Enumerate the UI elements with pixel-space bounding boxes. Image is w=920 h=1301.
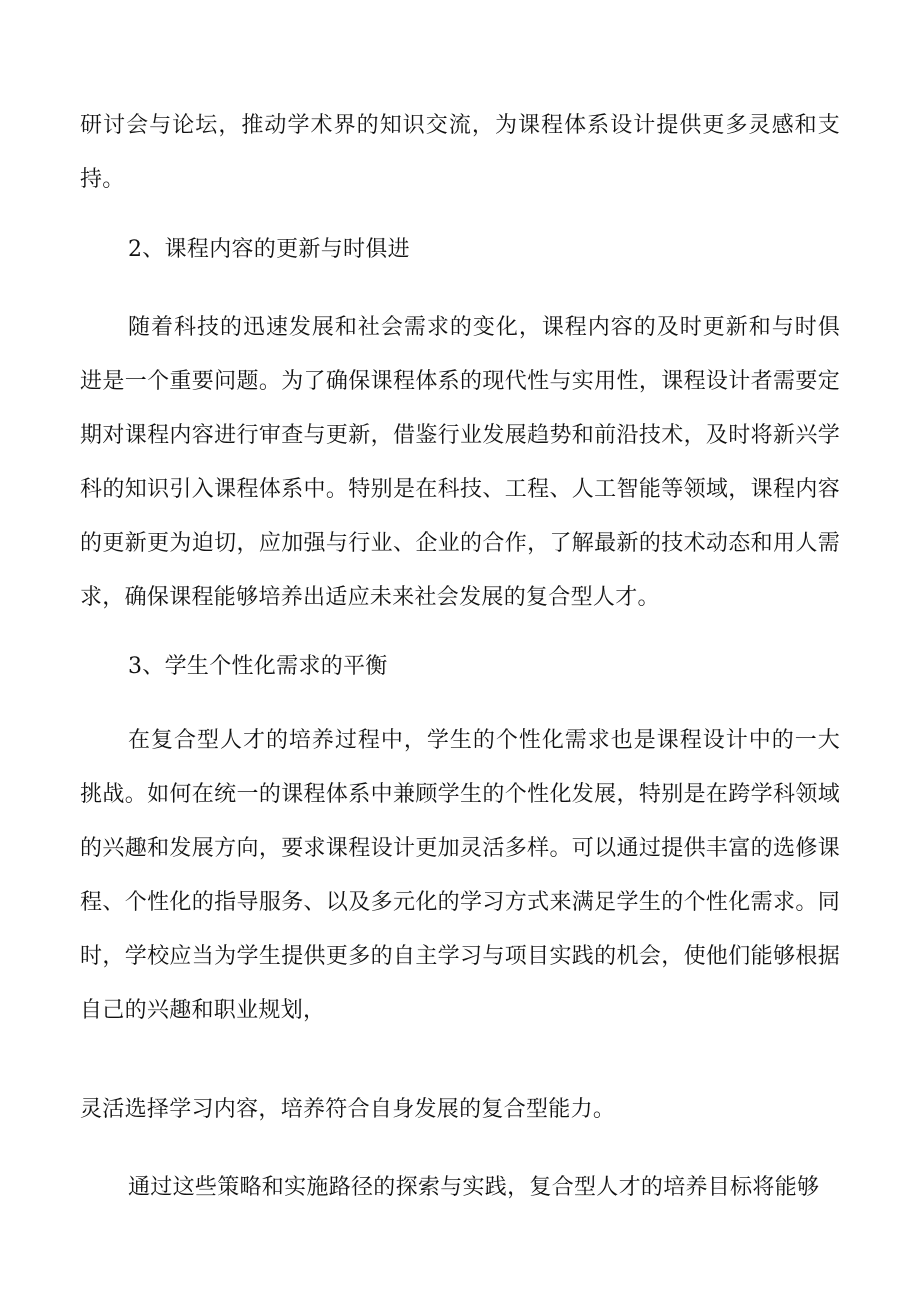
section-heading-3: 3、学生个性化需求的平衡 xyxy=(128,654,388,679)
paragraph-conclusion: 通过这些策略和实施路径的探索与实践，复合型人才的培养目标将能够 xyxy=(128,1175,820,1200)
section-heading-2: 2、课程内容的更新与时俱进 xyxy=(128,237,410,262)
paragraph-personalization-continued: 灵活选择学习内容，培养符合自身发展的复合型能力。 xyxy=(80,1097,616,1122)
paragraph-content-update: 随着科技的迅速发展和社会需求的变化，课程内容的及时更新和与时俱进是一个重要问题。为了确保课程体系的现代性与实用性，课程设计者需要定期对课程内容进行审查与更新，借鉴行业发展趋势和前沿技术，及时将新兴学科的知识引入课程体系中。特别是在科技、工程、人工智能等领域，课程内容的更新更为迫切，应加强与行业、企业的合作，了解最新的技术动态和用人需求，确保课程能够培养出适应未来社会发展的复合型人才。 xyxy=(80,315,840,610)
paragraph-personalization: 在复合型人才的培养过程中，学生的个性化需求也是课程设计中的一大挑战。如何在统一的课程体系中兼顾学生的个性化发展，特别是在跨学科领域的兴趣和发展方向，要求课程设计更加灵活多样。可以通过提供丰富的选修课程、个性化的指导服务、以及多元化的学习方式来满足学生的个性化需求。同时，学校应当为学生提供更多的自主学习与项目实践的机会，使他们能够根据自己的兴趣和职业规划， xyxy=(80,728,840,1023)
paragraph-continued: 研讨会与论坛，推动学术界的知识交流，为课程体系设计提供更多灵感和支持。 xyxy=(80,113,840,192)
